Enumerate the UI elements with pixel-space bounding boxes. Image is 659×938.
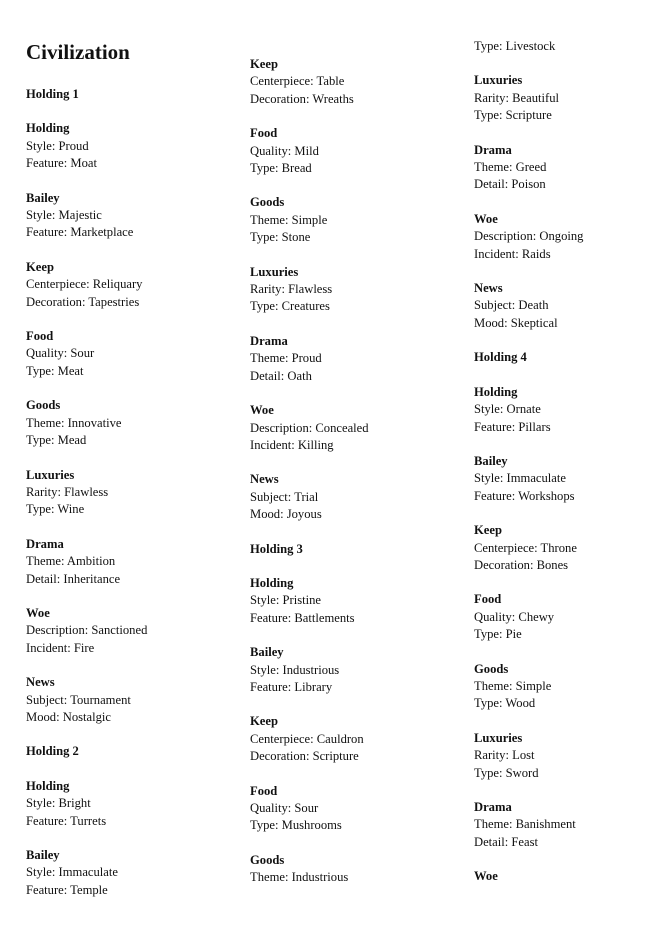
attribute-line: Feature: Library: [250, 679, 333, 694]
section-heading: Drama: [474, 142, 512, 157]
section-heading: Bailey: [26, 848, 60, 862]
section-heading: Woe: [26, 605, 50, 620]
attribute-line: Description: Ongoing: [474, 229, 584, 244]
section-food: [250, 125, 460, 177]
attribute-line: Theme: Simple: [474, 678, 552, 693]
section-luxuries: [474, 730, 659, 782]
section-heading: Holding: [474, 384, 518, 399]
attribute-line: Feature: Workshops: [474, 488, 575, 503]
section-heading: Goods: [250, 852, 285, 867]
section-goods: [250, 194, 460, 246]
attribute-line: Rarity: Flawless: [26, 484, 109, 499]
section-food: [474, 591, 659, 643]
attribute-line: Feature: Marketplace: [26, 225, 134, 240]
attribute-line: Feature: Turrets: [26, 813, 107, 828]
attribute-line: Detail: Poison: [474, 177, 546, 192]
attribute-line: Style: Proud: [26, 138, 89, 153]
attribute-line: Style: Industrious: [250, 662, 340, 677]
section-drama: [26, 536, 236, 588]
page-title: Civilization: [26, 40, 130, 64]
attribute-line: Detail: Feast: [474, 834, 539, 849]
attribute-line: Style: Pristine: [250, 593, 322, 608]
section-news: [26, 674, 236, 726]
attribute-line: Type: Meat: [26, 363, 84, 378]
section-heading: Keep: [250, 714, 278, 729]
attribute-line: Theme: Innovative: [26, 415, 122, 430]
section-heading: Food: [250, 126, 278, 141]
section-heading: Goods: [250, 195, 285, 210]
section-bailey: [250, 644, 460, 696]
section-heading: Keep: [250, 57, 278, 71]
section-bailey: [474, 453, 659, 505]
attribute-line: Type: Pie: [474, 627, 522, 642]
section-heading: Luxuries: [474, 73, 523, 88]
section-heading: Drama: [250, 333, 288, 348]
section-luxuries: [26, 467, 236, 519]
attribute-line: Type: Stone: [250, 230, 311, 245]
section-heading: Woe: [250, 403, 274, 418]
attribute-line: Style: Majestic: [26, 208, 102, 223]
attribute-line: Quality: Mild: [250, 143, 319, 158]
section-heading: Keep: [474, 523, 502, 538]
attribute-line: Theme: Industrious: [250, 870, 349, 885]
section-bailey: [26, 847, 236, 899]
section-heading: Bailey: [250, 645, 284, 660]
attribute-line: Mood: Skeptical: [474, 315, 558, 330]
section-drama: [250, 333, 460, 385]
section-goods: [250, 852, 460, 887]
section-woe: [250, 402, 460, 454]
section-food: [26, 328, 236, 380]
attribute-line: Centerpiece: Throne: [474, 540, 577, 555]
section-goods: [26, 397, 236, 449]
attribute-line: Quality: Chewy: [474, 609, 555, 624]
column-3: [474, 38, 659, 903]
section-keep: [474, 522, 659, 574]
section-heading: Goods: [474, 661, 509, 676]
attribute-line: Decoration: Tapestries: [26, 294, 140, 309]
section-woe: [474, 868, 659, 885]
attribute-line-continued: Type: Livestock: [474, 39, 556, 53]
attribute-line: Theme: Ambition: [26, 554, 116, 569]
attribute-line: Centerpiece: Table: [250, 74, 345, 89]
section-heading: News: [26, 675, 55, 690]
section-holding: [26, 778, 236, 830]
section-keep: [250, 713, 460, 765]
section-drama: [474, 142, 659, 194]
attribute-line: Quality: Sour: [26, 346, 95, 361]
attribute-line: Type: Mead: [26, 433, 87, 448]
section-heading: Keep: [26, 259, 54, 274]
attribute-line: Detail: Inheritance: [26, 571, 121, 586]
attribute-line: Description: Sanctioned: [26, 623, 148, 638]
attribute-line: Detail: Oath: [250, 368, 312, 383]
section-holding: [474, 384, 659, 436]
attribute-line: Style: Bright: [26, 796, 91, 811]
attribute-line: Theme: Proud: [250, 351, 322, 366]
holding-heading: Holding 2: [26, 744, 79, 759]
section-bailey: [26, 190, 236, 242]
section-heading: Holding: [26, 778, 70, 793]
attribute-line: Rarity: Beautiful: [474, 90, 559, 105]
section-holding: [26, 120, 236, 172]
column-2: [250, 56, 460, 904]
attribute-line: Centerpiece: Cauldron: [250, 731, 364, 746]
section-heading: Luxuries: [26, 467, 75, 482]
attribute-line: Feature: Pillars: [474, 419, 551, 434]
attribute-line: Type: Scripture: [474, 108, 552, 123]
section-heading: Luxuries: [474, 730, 523, 745]
section-heading: Food: [250, 783, 278, 798]
column-1: [26, 38, 236, 916]
attribute-line: Subject: Tournament: [26, 692, 131, 707]
section-food: [250, 783, 460, 835]
section-news: [250, 471, 460, 523]
holding-heading: Holding 1: [26, 87, 79, 101]
section-heading: Drama: [474, 800, 512, 814]
attribute-line: Feature: Battlements: [250, 610, 355, 625]
holding-heading: Holding 4: [474, 350, 527, 365]
attribute-line: Theme: Banishment: [474, 817, 576, 832]
section-woe: [26, 605, 236, 657]
attribute-line: Type: Bread: [250, 161, 312, 176]
section-heading: Woe: [474, 211, 498, 226]
attribute-line: Mood: Nostalgic: [26, 709, 112, 724]
section-heading: News: [250, 472, 279, 487]
attribute-line: Rarity: Flawless: [250, 282, 333, 297]
attribute-line: Type: Wine: [26, 502, 85, 517]
attribute-line: Incident: Fire: [26, 640, 95, 655]
section-heading: Food: [474, 592, 502, 607]
attribute-line: Decoration: Bones: [474, 557, 569, 572]
section-heading: Holding: [26, 121, 70, 136]
section-keep: [250, 56, 460, 108]
attribute-line: Style: Immaculate: [474, 471, 566, 486]
section-heading: Drama: [26, 536, 64, 551]
attribute-line: Feature: Temple: [26, 882, 108, 897]
attribute-line: Decoration: Wreaths: [250, 91, 354, 106]
section-heading: Woe: [474, 869, 498, 884]
section-luxuries: [250, 264, 460, 316]
attribute-line: Rarity: Lost: [474, 748, 535, 763]
section-heading: Food: [26, 329, 54, 344]
section-holding: [250, 575, 460, 627]
attribute-line: Theme: Greed: [474, 160, 547, 175]
attribute-line: Incident: Raids: [474, 246, 551, 261]
section-goods: [474, 661, 659, 713]
section-heading: Holding: [250, 575, 294, 590]
attribute-line: Type: Creatures: [250, 299, 330, 314]
section-woe: [474, 211, 659, 263]
attribute-line: Type: Wood: [474, 696, 536, 711]
attribute-line: Style: Immaculate: [26, 865, 118, 880]
section-heading: News: [474, 281, 503, 296]
attribute-line: Feature: Moat: [26, 156, 97, 171]
section-heading: Luxuries: [250, 264, 299, 279]
attribute-line: Quality: Sour: [250, 801, 319, 815]
section-luxuries: [474, 72, 659, 124]
section-heading: Goods: [26, 398, 61, 413]
section-drama: [474, 799, 659, 851]
section-keep: [26, 259, 236, 311]
attribute-line: Subject: Trial: [250, 489, 319, 504]
section-heading: Bailey: [26, 190, 60, 205]
attribute-line: Theme: Simple: [250, 212, 328, 227]
attribute-line: Incident: Killing: [250, 437, 334, 452]
section-news: [474, 280, 659, 332]
attribute-line: Mood: Joyous: [250, 507, 322, 522]
attribute-line: Description: Concealed: [250, 420, 369, 435]
attribute-line: Type: Mushrooms: [250, 818, 342, 833]
attribute-line: Style: Ornate: [474, 402, 541, 417]
section-heading: Bailey: [474, 453, 508, 468]
attribute-line: Centerpiece: Reliquary: [26, 277, 143, 292]
attribute-line: Type: Sword: [474, 765, 539, 780]
attribute-line: Decoration: Scripture: [250, 749, 359, 764]
attribute-line: Subject: Death: [474, 298, 549, 313]
holding-heading: Holding 3: [250, 541, 303, 556]
